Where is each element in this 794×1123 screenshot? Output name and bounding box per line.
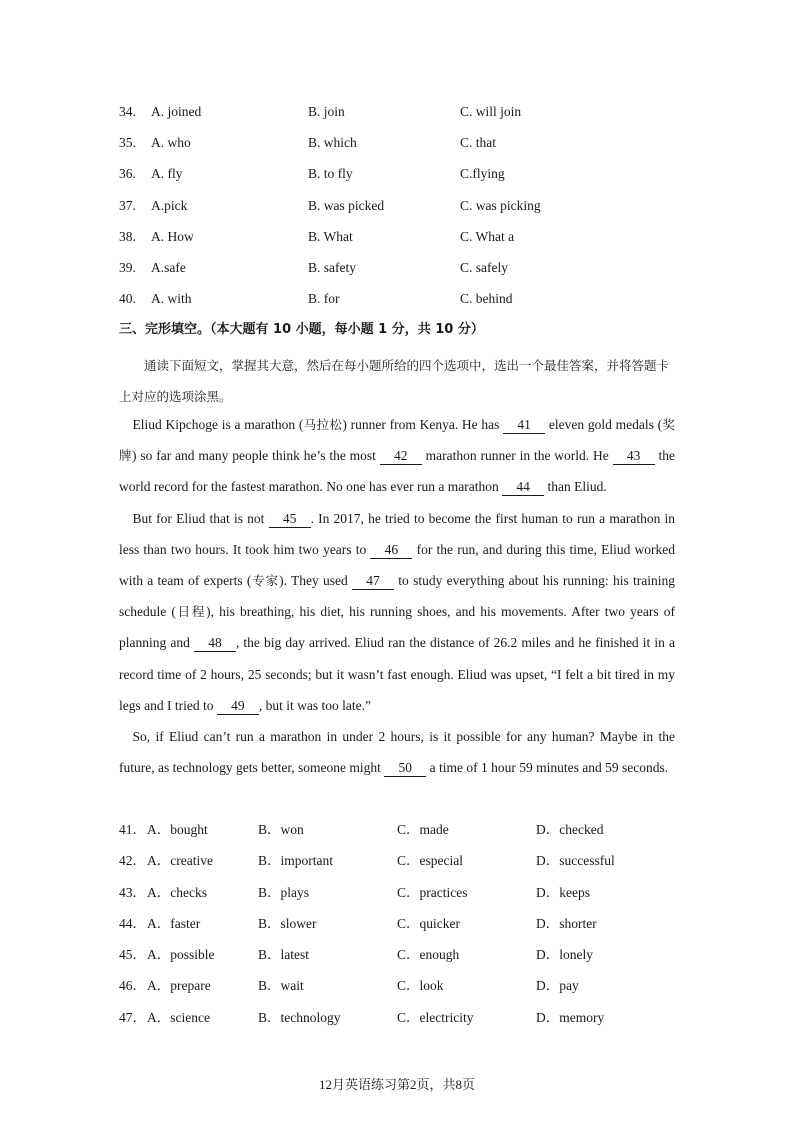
option-c: C. will join bbox=[460, 104, 522, 119]
question-number: 41． bbox=[119, 822, 146, 837]
question-number: 40. bbox=[119, 291, 136, 306]
blank-47: 47 bbox=[352, 573, 394, 590]
option-c: C. was picking bbox=[460, 198, 541, 213]
question-number: 44． bbox=[119, 916, 146, 931]
option-d: D．memory bbox=[536, 1010, 605, 1025]
question-35 bbox=[119, 133, 679, 153]
option-c: C. that bbox=[460, 135, 496, 150]
option-b: B．plays bbox=[258, 885, 310, 900]
option-c: C．look bbox=[397, 978, 444, 993]
option-c: C. safely bbox=[460, 260, 508, 275]
question-40 bbox=[119, 289, 679, 309]
question-46 bbox=[119, 976, 699, 996]
option-c: C.flying bbox=[460, 166, 505, 181]
option-c: C. behind bbox=[460, 291, 513, 306]
option-b: B. which bbox=[308, 135, 357, 150]
question-34 bbox=[119, 102, 679, 122]
option-d: D．lonely bbox=[536, 947, 593, 962]
question-44 bbox=[119, 914, 699, 934]
question-number: 46． bbox=[119, 978, 146, 993]
option-d: D．successful bbox=[536, 853, 615, 868]
section-instruction: 通读下面短文，掌握其大意，然后在每小题所给的四个选项中，选出一个最佳答案，并将答题卡上对应的选项涂黑。 bbox=[119, 358, 670, 404]
blank-44: 44 bbox=[502, 479, 544, 496]
option-a: A．bought bbox=[147, 822, 208, 837]
option-d: D．checked bbox=[536, 822, 604, 837]
option-a: A. How bbox=[151, 229, 194, 244]
option-d: D．pay bbox=[536, 978, 579, 993]
cloze-passage bbox=[119, 409, 675, 783]
option-b: B．technology bbox=[258, 1010, 341, 1025]
blank-46: 46 bbox=[370, 542, 412, 559]
option-b: B．won bbox=[258, 822, 304, 837]
question-38 bbox=[119, 227, 679, 247]
question-43 bbox=[119, 883, 699, 903]
question-number: 39. bbox=[119, 260, 136, 275]
question-42 bbox=[119, 851, 699, 871]
option-c: C．made bbox=[397, 822, 449, 837]
option-a: A．possible bbox=[147, 947, 215, 962]
option-d: D．shorter bbox=[536, 916, 597, 931]
option-a: A. with bbox=[151, 291, 192, 306]
question-number: 38. bbox=[119, 229, 136, 244]
option-a: A．prepare bbox=[147, 978, 211, 993]
question-37 bbox=[119, 196, 679, 216]
option-a: A．faster bbox=[147, 916, 201, 931]
question-number: 34. bbox=[119, 104, 136, 119]
option-b: B. to fly bbox=[308, 166, 353, 181]
option-c: C．practices bbox=[397, 885, 468, 900]
option-a: A．creative bbox=[147, 853, 213, 868]
option-b: B. What bbox=[308, 229, 353, 244]
question-number: 42． bbox=[119, 853, 146, 868]
option-a: A. joined bbox=[151, 104, 202, 119]
option-b: B. join bbox=[308, 104, 345, 119]
option-a: A. fly bbox=[151, 166, 183, 181]
option-b: B．important bbox=[258, 853, 333, 868]
option-b: B．wait bbox=[258, 978, 304, 993]
blank-43: 43 bbox=[613, 448, 655, 465]
question-36 bbox=[119, 164, 679, 184]
passage-paragraph-2: But for Eliud that is not 45 . In 2017, he tried to become the first human to run a marathon in less than two hours. It took him two years to 46 for the run, and during this time, Eliud worked with a team of experts (专家). They used 47 to study everything about his running: his training schedule (日程), his breathing, his diet, his running shoes, and his movements. After two years of planning and 48 , the big day arrived. Eliud ran the distance of 26.2 miles and he finished it in a record time of 2 hours, 25 seconds; but it wasn’t fast enough. Eliud was upset, “I felt a bit tired in my legs and I tried to 49 , but it was too late.” bbox=[119, 510, 676, 713]
question-41 bbox=[119, 820, 699, 840]
passage-paragraph-3: So, if Eliud can’t run a marathon in under 2 hours, is it possible for any human? Maybe in the future, as technology gets better, someone might 50 a time of 1 hour 59 minutes and 59 seconds. bbox=[119, 729, 675, 776]
blank-41: 41 bbox=[503, 417, 545, 434]
question-number: 36. bbox=[119, 166, 136, 181]
question-number: 47． bbox=[119, 1010, 146, 1025]
option-c: C．quicker bbox=[397, 916, 460, 931]
passage-paragraph-1: Eliud Kipchoge is a marathon (马拉松) runner from Kenya. He has 41 eleven gold medals (奖牌) so far and many people think he’s the most 42 marathon runner in the world. He 43 the world record for the fastest marathon. No one has ever run a marathon 44 than Eliud. bbox=[119, 417, 675, 495]
question-47 bbox=[119, 1008, 699, 1028]
option-b: B. for bbox=[308, 291, 340, 306]
question-45 bbox=[119, 945, 699, 965]
option-a: A.pick bbox=[151, 198, 188, 213]
question-number: 45． bbox=[119, 947, 146, 962]
option-c: C．especial bbox=[397, 853, 463, 868]
blank-49: 49 bbox=[217, 698, 259, 715]
option-d: D．keeps bbox=[536, 885, 590, 900]
page-footer: 12月英语练习第2页，共8页 bbox=[318, 1077, 475, 1092]
question-39 bbox=[119, 258, 679, 278]
option-b: B．latest bbox=[258, 947, 309, 962]
question-number: 43． bbox=[119, 885, 146, 900]
option-c: C．enough bbox=[397, 947, 460, 962]
question-number: 37. bbox=[119, 198, 136, 213]
option-a: A．checks bbox=[147, 885, 207, 900]
option-c: C. What a bbox=[460, 229, 515, 244]
option-a: A.safe bbox=[151, 260, 186, 275]
option-a: A．science bbox=[147, 1010, 210, 1025]
option-c: C．electricity bbox=[397, 1010, 474, 1025]
blank-48: 48 bbox=[194, 635, 236, 652]
blank-42: 42 bbox=[380, 448, 422, 465]
option-b: B. safety bbox=[308, 260, 356, 275]
section-title: 三、完形填空。（本大题有 10 小题，每小题 1 分，共 10 分） bbox=[119, 322, 484, 337]
option-b: B．slower bbox=[258, 916, 317, 931]
option-a: A. who bbox=[151, 135, 191, 150]
blank-45: 45 bbox=[269, 511, 311, 528]
blank-50: 50 bbox=[384, 760, 426, 777]
option-b: B. was picked bbox=[308, 198, 385, 213]
question-number: 35. bbox=[119, 135, 136, 150]
